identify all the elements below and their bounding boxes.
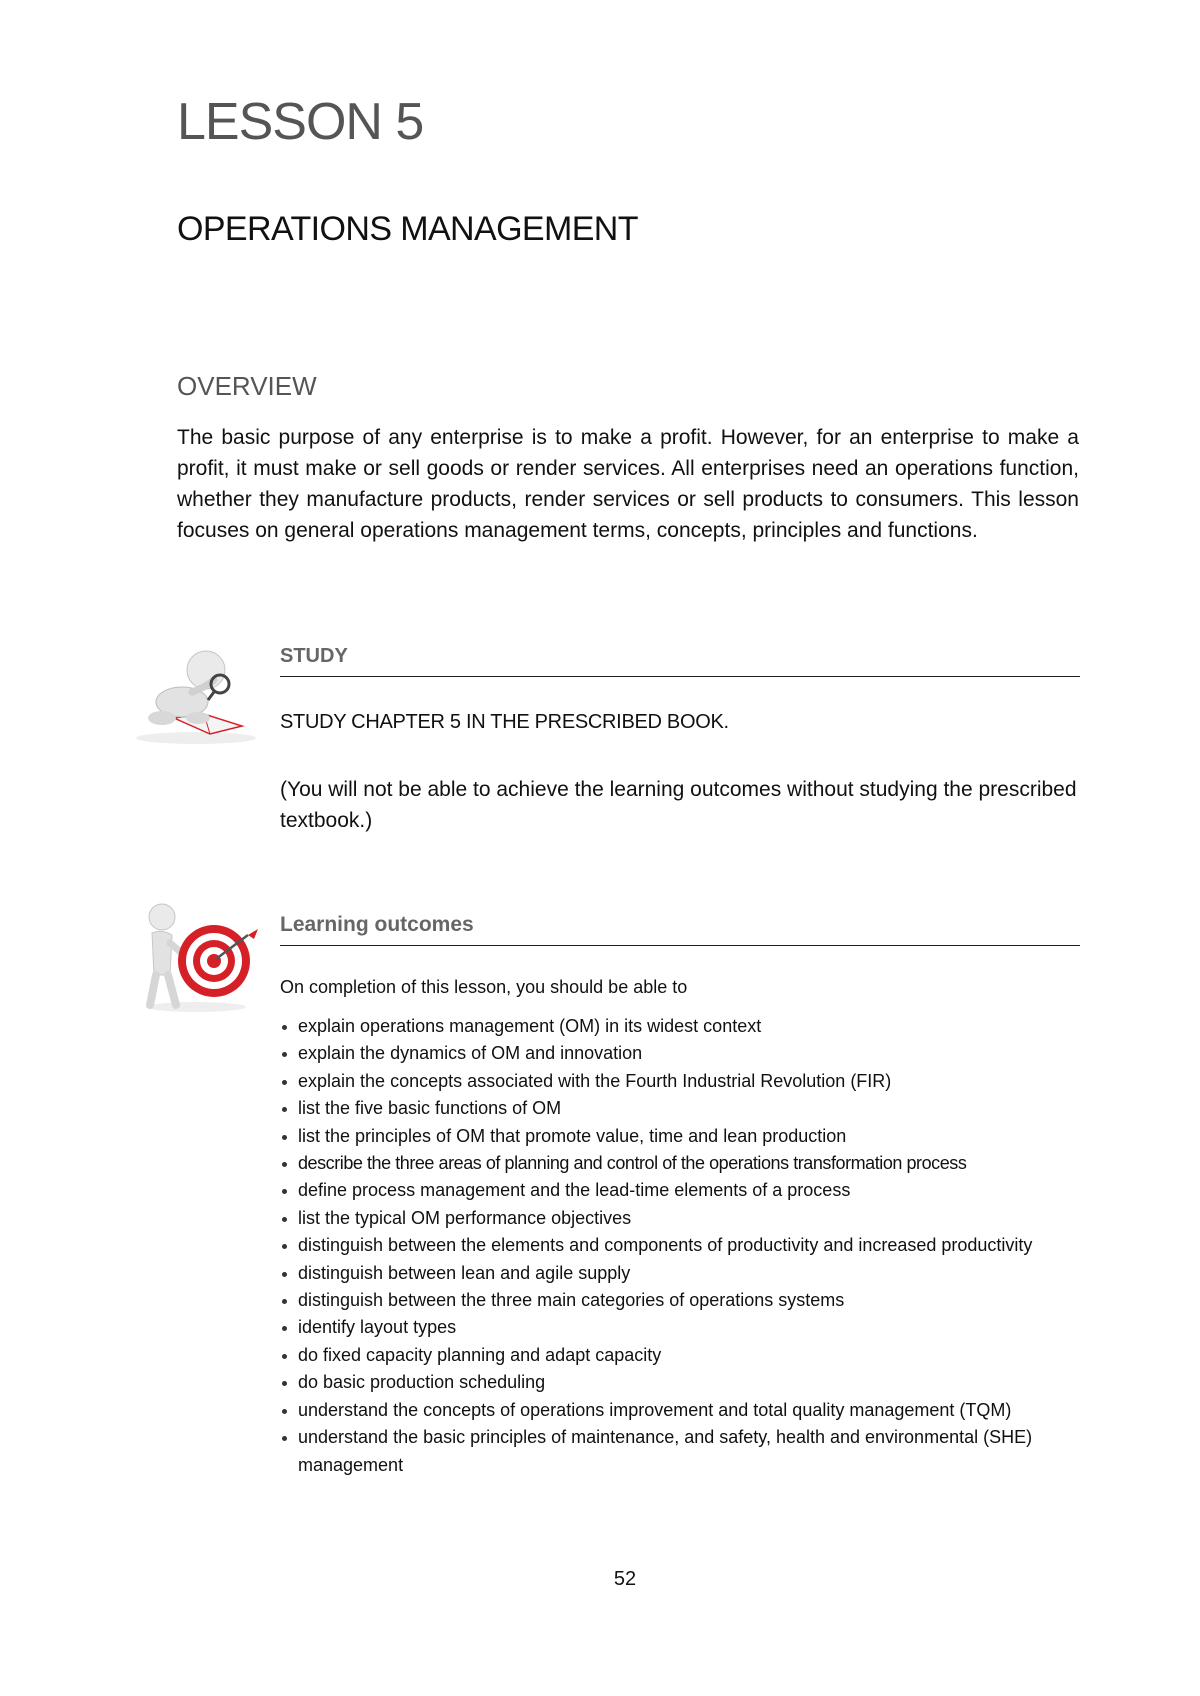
figure-reading-book-icon bbox=[134, 630, 264, 750]
list-item: distinguish between the elements and components of productivity and increased productivity bbox=[280, 1232, 1080, 1259]
lesson-title: LESSON 5 bbox=[177, 93, 424, 151]
list-item: do fixed capacity planning and adapt capacity bbox=[280, 1342, 1080, 1369]
figure-with-target-icon bbox=[136, 895, 266, 1015]
outcomes-list bbox=[280, 1013, 1080, 1479]
list-item: explain operations management (OM) in its widest context bbox=[280, 1013, 1080, 1040]
learning-outcomes-heading: Learning outcomes bbox=[280, 913, 474, 936]
list-item: distinguish between lean and agile supply bbox=[280, 1260, 1080, 1287]
lesson-subtitle: OPERATIONS MANAGEMENT bbox=[177, 210, 638, 248]
overview-paragraph: The basic purpose of any enterprise is to make a profit. However, for an enterprise to make a profit, it must make or sell goods or render services. All enterprises need an operations function, whether they manufacture products, render services or sell products to consumers. This lesson focuses on general operations management terms, concepts, principles and functions. bbox=[177, 426, 1079, 542]
list-item: list the principles of OM that promote value, time and lean production bbox=[280, 1123, 1080, 1150]
list-item: list the typical OM performance objectives bbox=[280, 1205, 1080, 1232]
overview-heading: OVERVIEW bbox=[177, 371, 317, 401]
list-item: do basic production scheduling bbox=[280, 1369, 1080, 1396]
outcomes-intro: On completion of this lesson, you should be able to bbox=[280, 977, 688, 997]
list-item: explain the concepts associated with the Fourth Industrial Revolution (FIR) bbox=[280, 1068, 1080, 1095]
page-number: 52 bbox=[613, 1568, 637, 1590]
list-item: define process management and the lead-time elements of a process bbox=[280, 1177, 1080, 1204]
study-heading: STUDY bbox=[280, 645, 348, 667]
list-item: describe the three areas of planning and control of the operations transformation process bbox=[280, 1150, 1080, 1177]
list-item: distinguish between the three main categories of operations systems bbox=[280, 1287, 1080, 1314]
list-item: list the five basic functions of OM bbox=[280, 1095, 1080, 1122]
outcomes-divider bbox=[280, 945, 1080, 946]
list-item: understand the basic principles of maintenance, and safety, health and environmental (SHE) management bbox=[280, 1424, 1080, 1479]
list-item: explain the dynamics of OM and innovation bbox=[280, 1040, 1080, 1067]
list-item: understand the concepts of operations improvement and total quality management (TQM) bbox=[280, 1397, 1080, 1424]
study-divider bbox=[280, 676, 1080, 677]
list-item: identify layout types bbox=[280, 1314, 1080, 1341]
study-note: (You will not be able to achieve the learning outcomes without studying the prescribed textbook.) bbox=[280, 778, 1077, 832]
study-instruction: STUDY CHAPTER 5 IN THE PRESCRIBED BOOK. bbox=[280, 711, 729, 733]
